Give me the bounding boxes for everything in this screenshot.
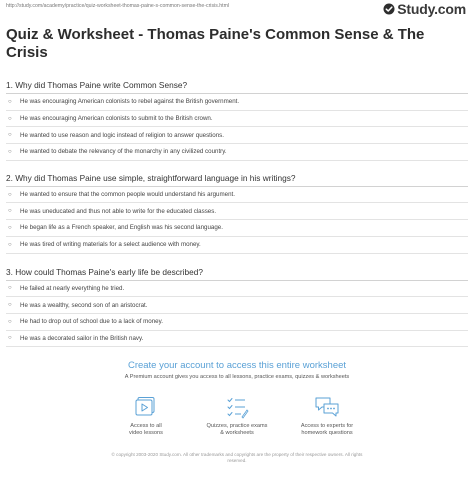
- answer-option[interactable]: [6, 111, 468, 128]
- expert-chat-icon: [314, 395, 340, 419]
- radio-bullet-icon: ○: [8, 98, 12, 105]
- feature-line: Access to experts for: [300, 423, 354, 429]
- copyright-line: reserved.: [227, 458, 247, 463]
- radio-bullet-icon: ○: [8, 302, 12, 309]
- answer-text: He wanted to use reason and logic instead of religion to answer questions.: [20, 131, 224, 139]
- radio-bullet-icon: ○: [8, 224, 12, 231]
- answer-text: He wanted to ensure that the common people would understand his argument.: [20, 191, 235, 199]
- question-list: [6, 80, 468, 357]
- logo-text: Study.com: [397, 1, 466, 17]
- radio-bullet-icon: ○: [8, 285, 12, 292]
- feature-line: & worksheets: [220, 430, 254, 436]
- answer-text: He wanted to debate the relevancy of the monarchy in any civilized country.: [20, 148, 227, 156]
- answer-text: He failed at nearly everything he tried.: [20, 284, 125, 292]
- radio-bullet-icon: ○: [8, 208, 12, 215]
- answer-option[interactable]: [6, 314, 468, 331]
- answer-text: He was uneducated and thus not able to write for the educated classes.: [20, 207, 217, 215]
- answer-option[interactable]: [6, 220, 468, 237]
- radio-bullet-icon: ○: [8, 115, 12, 122]
- copyright-line: © copyright 2003-2020 Study.com. All other trademarks and copyrights are the property of their respective owners. All rights: [111, 452, 363, 457]
- answer-option[interactable]: [6, 203, 468, 220]
- answer-text: He was encouraging American colonists to submit to the British crown.: [20, 115, 213, 123]
- question-3: [6, 267, 468, 348]
- study-logo-icon: [383, 3, 395, 15]
- video-lessons-icon: [134, 395, 158, 419]
- feature-video-lessons: [96, 395, 196, 437]
- feature-quizzes: [187, 395, 287, 437]
- radio-bullet-icon: ○: [8, 241, 12, 248]
- question-prompt: 1. Why did Thomas Paine write Common Sense?: [6, 80, 468, 94]
- answer-option[interactable]: [6, 144, 468, 161]
- answer-option[interactable]: [6, 281, 468, 298]
- answer-option[interactable]: [6, 331, 468, 348]
- question-2: [6, 173, 468, 254]
- answer-text: He began life as a French speaker, and English was his second language.: [20, 224, 223, 232]
- answer-text: He was tired of writing materials for a select audience with money.: [20, 241, 201, 249]
- page-url: http://study.com/academy/practice/quiz-worksheet-thomas-paine-s-common-sense-the-crisis.html: [6, 3, 230, 9]
- radio-bullet-icon: ○: [8, 148, 12, 155]
- radio-bullet-icon: ○: [8, 132, 12, 139]
- question-1: [6, 80, 468, 161]
- feature-line: homework questions: [301, 430, 353, 436]
- answer-option[interactable]: [6, 94, 468, 111]
- feature-line: video lessons: [129, 430, 163, 436]
- question-prompt: 2. Why did Thomas Paine use simple, straightforward language in his writings?: [6, 173, 468, 187]
- promo-subtitle: A Premium account gives you access to all lessons, practice exams, quizzes & worksheets: [124, 374, 350, 380]
- feature-list: [0, 395, 474, 445]
- quizzes-checklist-icon: [225, 395, 249, 419]
- answer-option[interactable]: [6, 187, 468, 204]
- answer-text: He was encouraging American colonists to rebel against the British government.: [20, 98, 240, 106]
- radio-bullet-icon: ○: [8, 335, 12, 342]
- answer-option[interactable]: [6, 127, 468, 144]
- answer-option[interactable]: [6, 237, 468, 254]
- feature-line: Quizzes, practice exams: [206, 423, 268, 429]
- feature-line: Access to all: [130, 423, 162, 429]
- radio-bullet-icon: ○: [8, 318, 12, 325]
- feature-experts: [277, 395, 377, 437]
- page-title: Quiz & Worksheet - Thomas Paine's Common Sense & The Crisis: [6, 26, 425, 61]
- answer-text: He had to drop out of school due to a lack of money.: [20, 318, 163, 326]
- radio-bullet-icon: ○: [8, 191, 12, 198]
- answer-text: He was a decorated sailor in the British navy.: [20, 334, 144, 342]
- copyright-footer: [70, 452, 404, 464]
- question-prompt: 3. How could Thomas Paine's early life be described?: [6, 267, 468, 281]
- study-logo[interactable]: [383, 1, 466, 17]
- promo-title[interactable]: Create your account to access this entire worksheet: [127, 360, 347, 371]
- answer-text: He was a wealthy, second son of an aristocrat.: [20, 301, 148, 309]
- answer-option[interactable]: [6, 297, 468, 314]
- premium-promo: [0, 360, 474, 380]
